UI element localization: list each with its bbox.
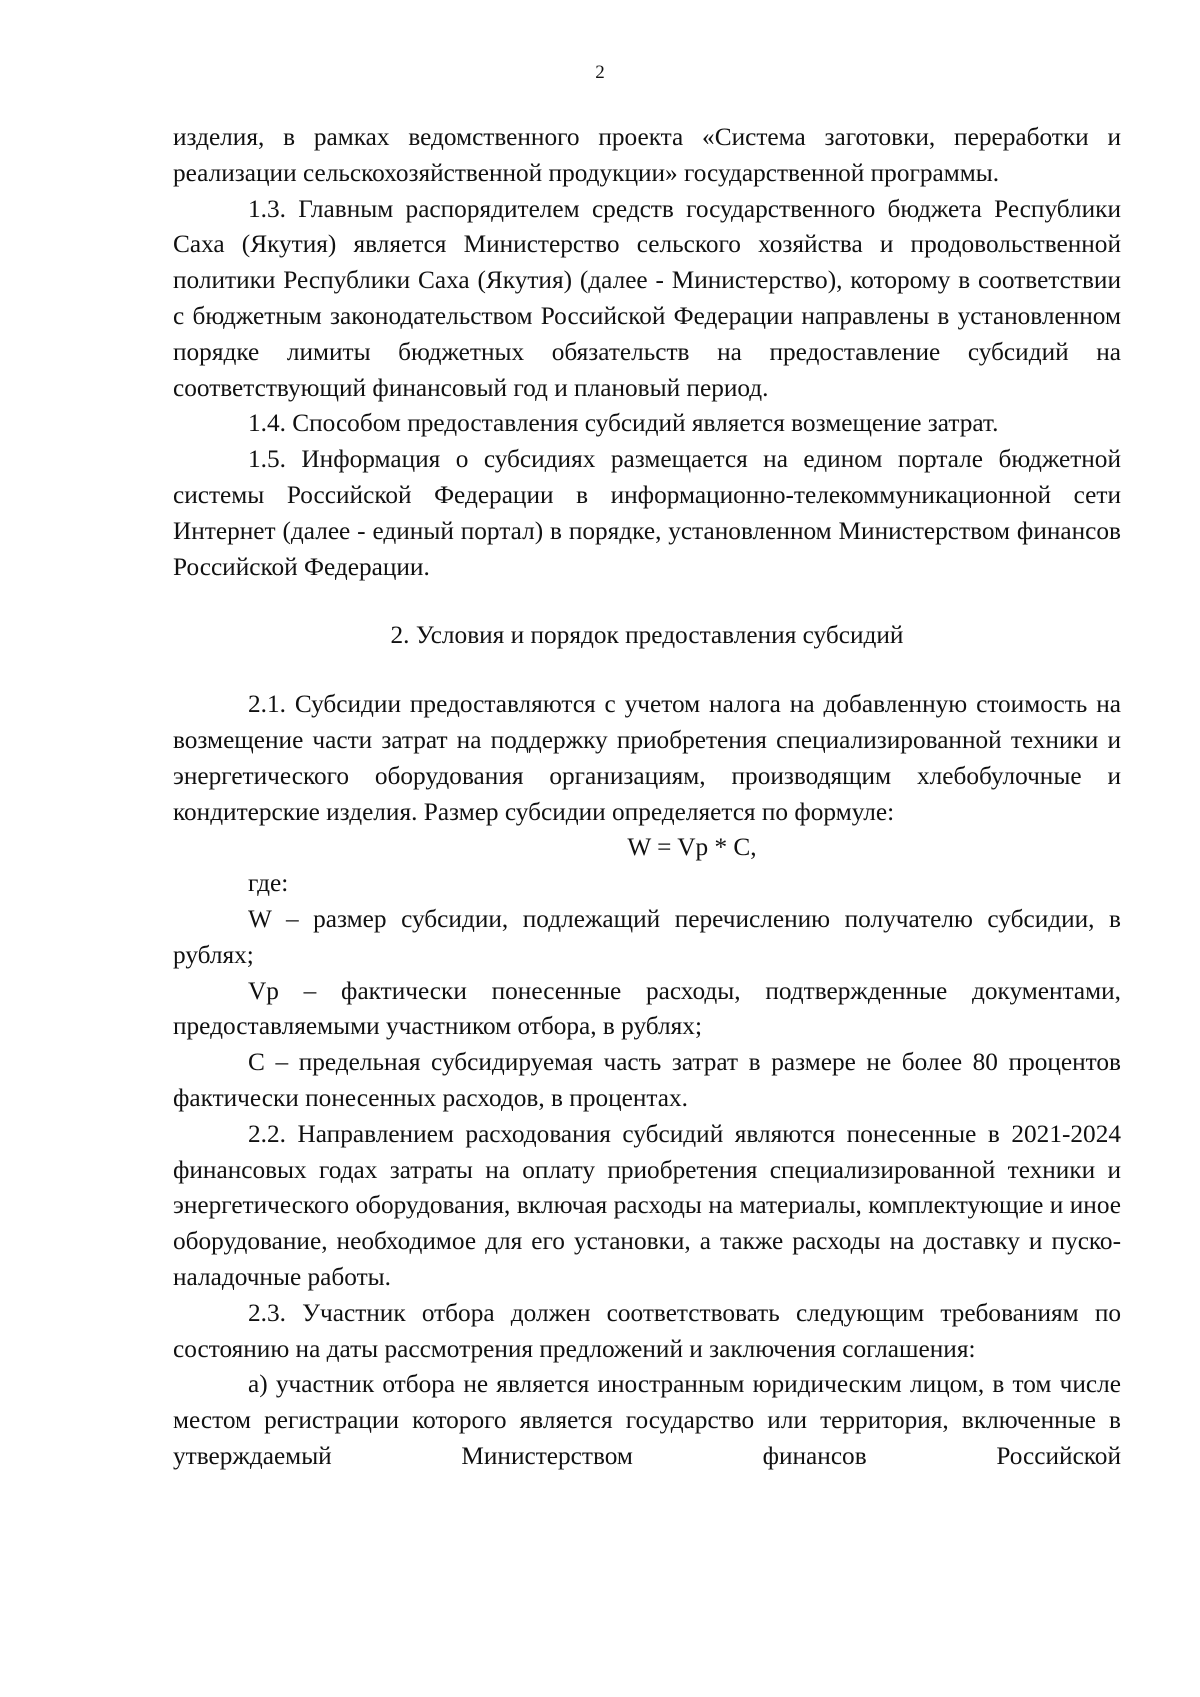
definition-vp: Vp – фактически понесенные расходы, подтвержденные документами, предоставляемыми участником отбора, в рублях; bbox=[173, 976, 1121, 1041]
paragraph-continuation: изделия, в рамках ведомственного проекта «Система заготовки, переработки и реализации сельскохозяйственной продукции» государственной программы. bbox=[173, 123, 1121, 187]
paragraph-1-4: 1.4. Способом предоставления субсидий является возмещение затрат. bbox=[248, 409, 999, 438]
page-number: 2 bbox=[595, 62, 605, 83]
paragraph-2-3: 2.3. Участник отбора должен соответствовать следующим требованиям по состоянию на даты рассмотрения предложений и заключения соглашения: bbox=[173, 1298, 1121, 1363]
section-title: 2. Условия и порядок предоставления субсидий bbox=[390, 621, 904, 650]
formula: W = Vp * C, bbox=[627, 833, 757, 862]
definition-w: W – размер субсидии, подлежащий перечислению получателю субсидии, в рублях; bbox=[173, 904, 1121, 969]
formula-where-label: где: bbox=[248, 869, 289, 898]
paragraph-1-5: 1.5. Информация о субсидиях размещается на едином портале бюджетной системы Российской Федерации в информационно-телекоммуникационной сети Интернет (далее - единый портал) в порядке, установленном Министерством финансов Российской Федерации. bbox=[173, 445, 1121, 581]
paragraph-1-3: 1.3. Главным распорядителем средств государственного бюджета Республики Саха (Якутия) является Министерство сельского хозяйства и продовольственной политики Республики Саха (Якутия) (далее - Министерство), которому в соответствии с бюджетным законодательством Российской Федерации направлены в установленном порядке лимиты бюджетных обязательств на предоставление субсидий на соответствующий финансовый год и плановый период. bbox=[173, 194, 1121, 402]
paragraph-2-3-a: а) участник отбора не является иностранным юридическим лицом, в том числе местом регистрации которого является государство или территория, включенные в утверждаемый Министерством финансов Российской bbox=[173, 1370, 1121, 1470]
paragraph-2-1: 2.1. Субсидии предоставляются с учетом налога на добавленную стоимость на возмещение части затрат на поддержку приобретения специализированной техники и энергетического оборудования организациям, производящим хлебобулочные и кондитерские изделия. Размер субсидии определяется по формуле: bbox=[173, 690, 1121, 826]
definition-c: C – предельная субсидируемая часть затрат в размере не более 80 процентов фактически понесенных расходов, в процентах. bbox=[173, 1048, 1121, 1112]
document-body bbox=[173, 120, 1121, 1475]
paragraph-2-2: 2.2. Направлением расходования субсидий являются понесенные в 2021-2024 финансовых годах затраты на оплату приобретения специализированной техники и энергетического оборудования, включая расходы на материалы, комплектующие и иное оборудование, необходимое для его установки, а также расходы на доставку и пуско-наладочные работы. bbox=[173, 1119, 1121, 1291]
